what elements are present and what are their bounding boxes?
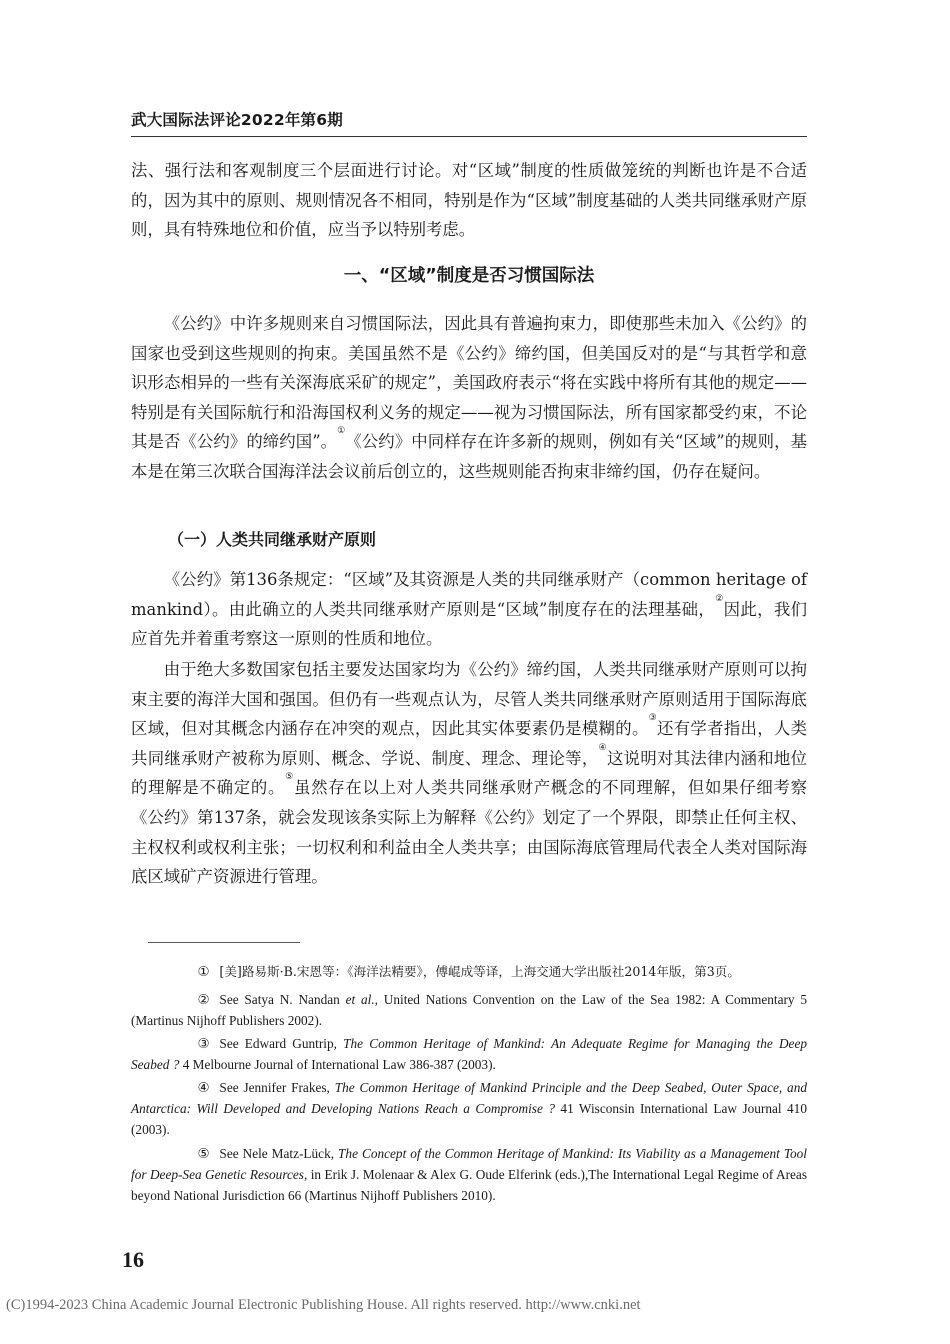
footnote-text: , United Nations Convention on the Law of the Sea 1982: A Commentary 5 (Martinus Nijhoff Publishers 2002).	[131, 992, 807, 1028]
paragraph-text: 《公约》中同样存在许多新的规则，例如有关“区域”的规则，基本是在第三次联合国海洋法会议前后创立的，这些规则能否拘束非缔约国，仍存在疑问。	[131, 432, 807, 481]
footnote-text: See Nele Matz-Lück,	[219, 1146, 339, 1161]
footnote-text: in Erik J. Molenaar & Alex G. Oude Elferink (eds.),The International Legal Regime of Areas beyond National Jurisdiction 66 (Martinus Nijhoff Publishers 2010).	[131, 1167, 807, 1203]
page-number: 16	[122, 1247, 144, 1272]
paragraph-text: 由于绝大多数国家包括主要发达国家均为《公约》缔约国，人类共同继承财产原则可以拘束主要的海洋大国和强国。但仍有一些观点认为，尽管人类共同继承财产原则适用于国际海底区域，但对其概念内涵存在冲突的观点，因此其实体要素仍是模糊的。	[131, 660, 807, 739]
footnote-1	[131, 961, 807, 982]
footnote-ref-2[interactable]: ②	[715, 593, 724, 604]
footnote-text: 4 Melbourne Journal of International Law 386-387 (2003).	[179, 1057, 496, 1072]
footnote-text: See Edward Guntrip,	[219, 1036, 344, 1051]
running-header: 武大国际法评论2022年第6期	[131, 108, 807, 137]
paragraph-text: 因此，我们应首先并着重考察这一原则的性质和地位。	[131, 599, 808, 649]
footnote-ref-5[interactable]: ⑤	[285, 772, 294, 783]
footnote-title: The Common Heritage of Mankind Principle and the Deep Seabed, Outer Space, and Antarctica: Will Developed and Developing Nations Reach a Compromise ?	[131, 1080, 807, 1116]
section-title: 一、“区域”制度是否习惯国际法	[343, 266, 595, 286]
paragraph-text: 虽然存在以上对人类共同继承财产概念的不同理解，但如果仔细考察《公约》第137条，就会发现该条实际上为解释《公约》划定了一个界限，即禁止任何主权、主权权利或权利主张；一切权利和利益由全人类共享；由国际海底管理局代表全人类对国际海底区域矿产资源进行管理。	[131, 778, 808, 887]
intro-paragraph: 法、强行法和客观制度三个层面进行讨论。对“区域”制度的性质做笼统的判断也许是不合适的，因为其中的原则、规则情况各不相同，特别是作为“区域”制度基础的人类共同继承财产原则，具有特殊地位和价值，应当予以特别考虑。	[131, 161, 807, 240]
footnote-mark: ④	[197, 1080, 210, 1095]
footnote-ref-4[interactable]: ④	[598, 742, 607, 753]
paragraph-text: 还有学者指出，人类共同继承财产被称为原则、概念、学说、制度、理念、理论等，	[131, 719, 808, 768]
footnote-title: The Common Heritage of Mankind: An Adequate Regime for Managing the Deep Seabed ?	[131, 1036, 807, 1072]
body-paragraph-3	[131, 655, 807, 892]
footnote-divider	[148, 942, 300, 943]
footnote-mark: ②	[197, 992, 210, 1007]
footnote-ref-3[interactable]: ③	[648, 713, 658, 724]
subsection-title: （一）人类共同继承财产原则	[168, 530, 377, 549]
footnote-mark: ①	[197, 964, 210, 979]
footnote-mark: ⑤	[197, 1146, 210, 1161]
paragraph-text: 《公约》第136条规定：“区域”及其资源是人类的共同继承财产（common heritage of mankind）。由此确立的人类共同继承财产原则是“区域”制度存在的法理基础，	[131, 570, 807, 619]
body-paragraph-1	[131, 309, 807, 487]
footnote-5	[131, 1143, 807, 1206]
footnote-3	[131, 1033, 807, 1075]
footnote-text: 41 Wisconsin International Law Journal 410 (2003).	[131, 1101, 807, 1137]
footnote-title: The Concept of the Common Heritage of Mankind: Its Viability as a Management Tool for Deep-Sea Genetic Resources,	[131, 1146, 807, 1182]
body-paragraph-2	[131, 565, 807, 654]
footnote-text: See Satya N. Nandan	[219, 992, 346, 1007]
paragraph-text: 《公约》中许多规则来自习惯国际法，因此具有普遍拘束力，即使那些未加入《公约》的国家也受到这些规则的拘束。美国虽然不是《公约》缔约国，但美国反对的是“与其哲学和意识形态相异的一些有关深海底采矿的规定”，美国政府表示“将在实践中将所有其他的规定——特别是有关国际航行和沿海国权利义务的规定——视为习惯国际法，所有国家都受约束，不论其是否《公约》的缔约国”。	[131, 314, 807, 452]
copyright-notice: (C)1994-2023 China Academic Journal Electronic Publishing House. All rights reserved. http://www.cnki.net	[6, 1297, 641, 1313]
footnote-etal: et al.	[345, 992, 375, 1007]
paragraph-text: 这说明对其法律内涵和地位的理解是不确定的。	[131, 748, 808, 798]
footnote-text: See Jennifer Frakes,	[219, 1080, 335, 1095]
footnote-mark: ③	[197, 1036, 210, 1051]
footnote-2	[131, 989, 807, 1031]
footnote-text: [美]路易斯·B.宋恩等：《海洋法精要》，傅崐成等译，上海交通大学出版社2014年版，第3页。	[219, 964, 740, 979]
footnote-4	[131, 1077, 807, 1140]
footnote-ref-1[interactable]: ①	[337, 426, 346, 437]
